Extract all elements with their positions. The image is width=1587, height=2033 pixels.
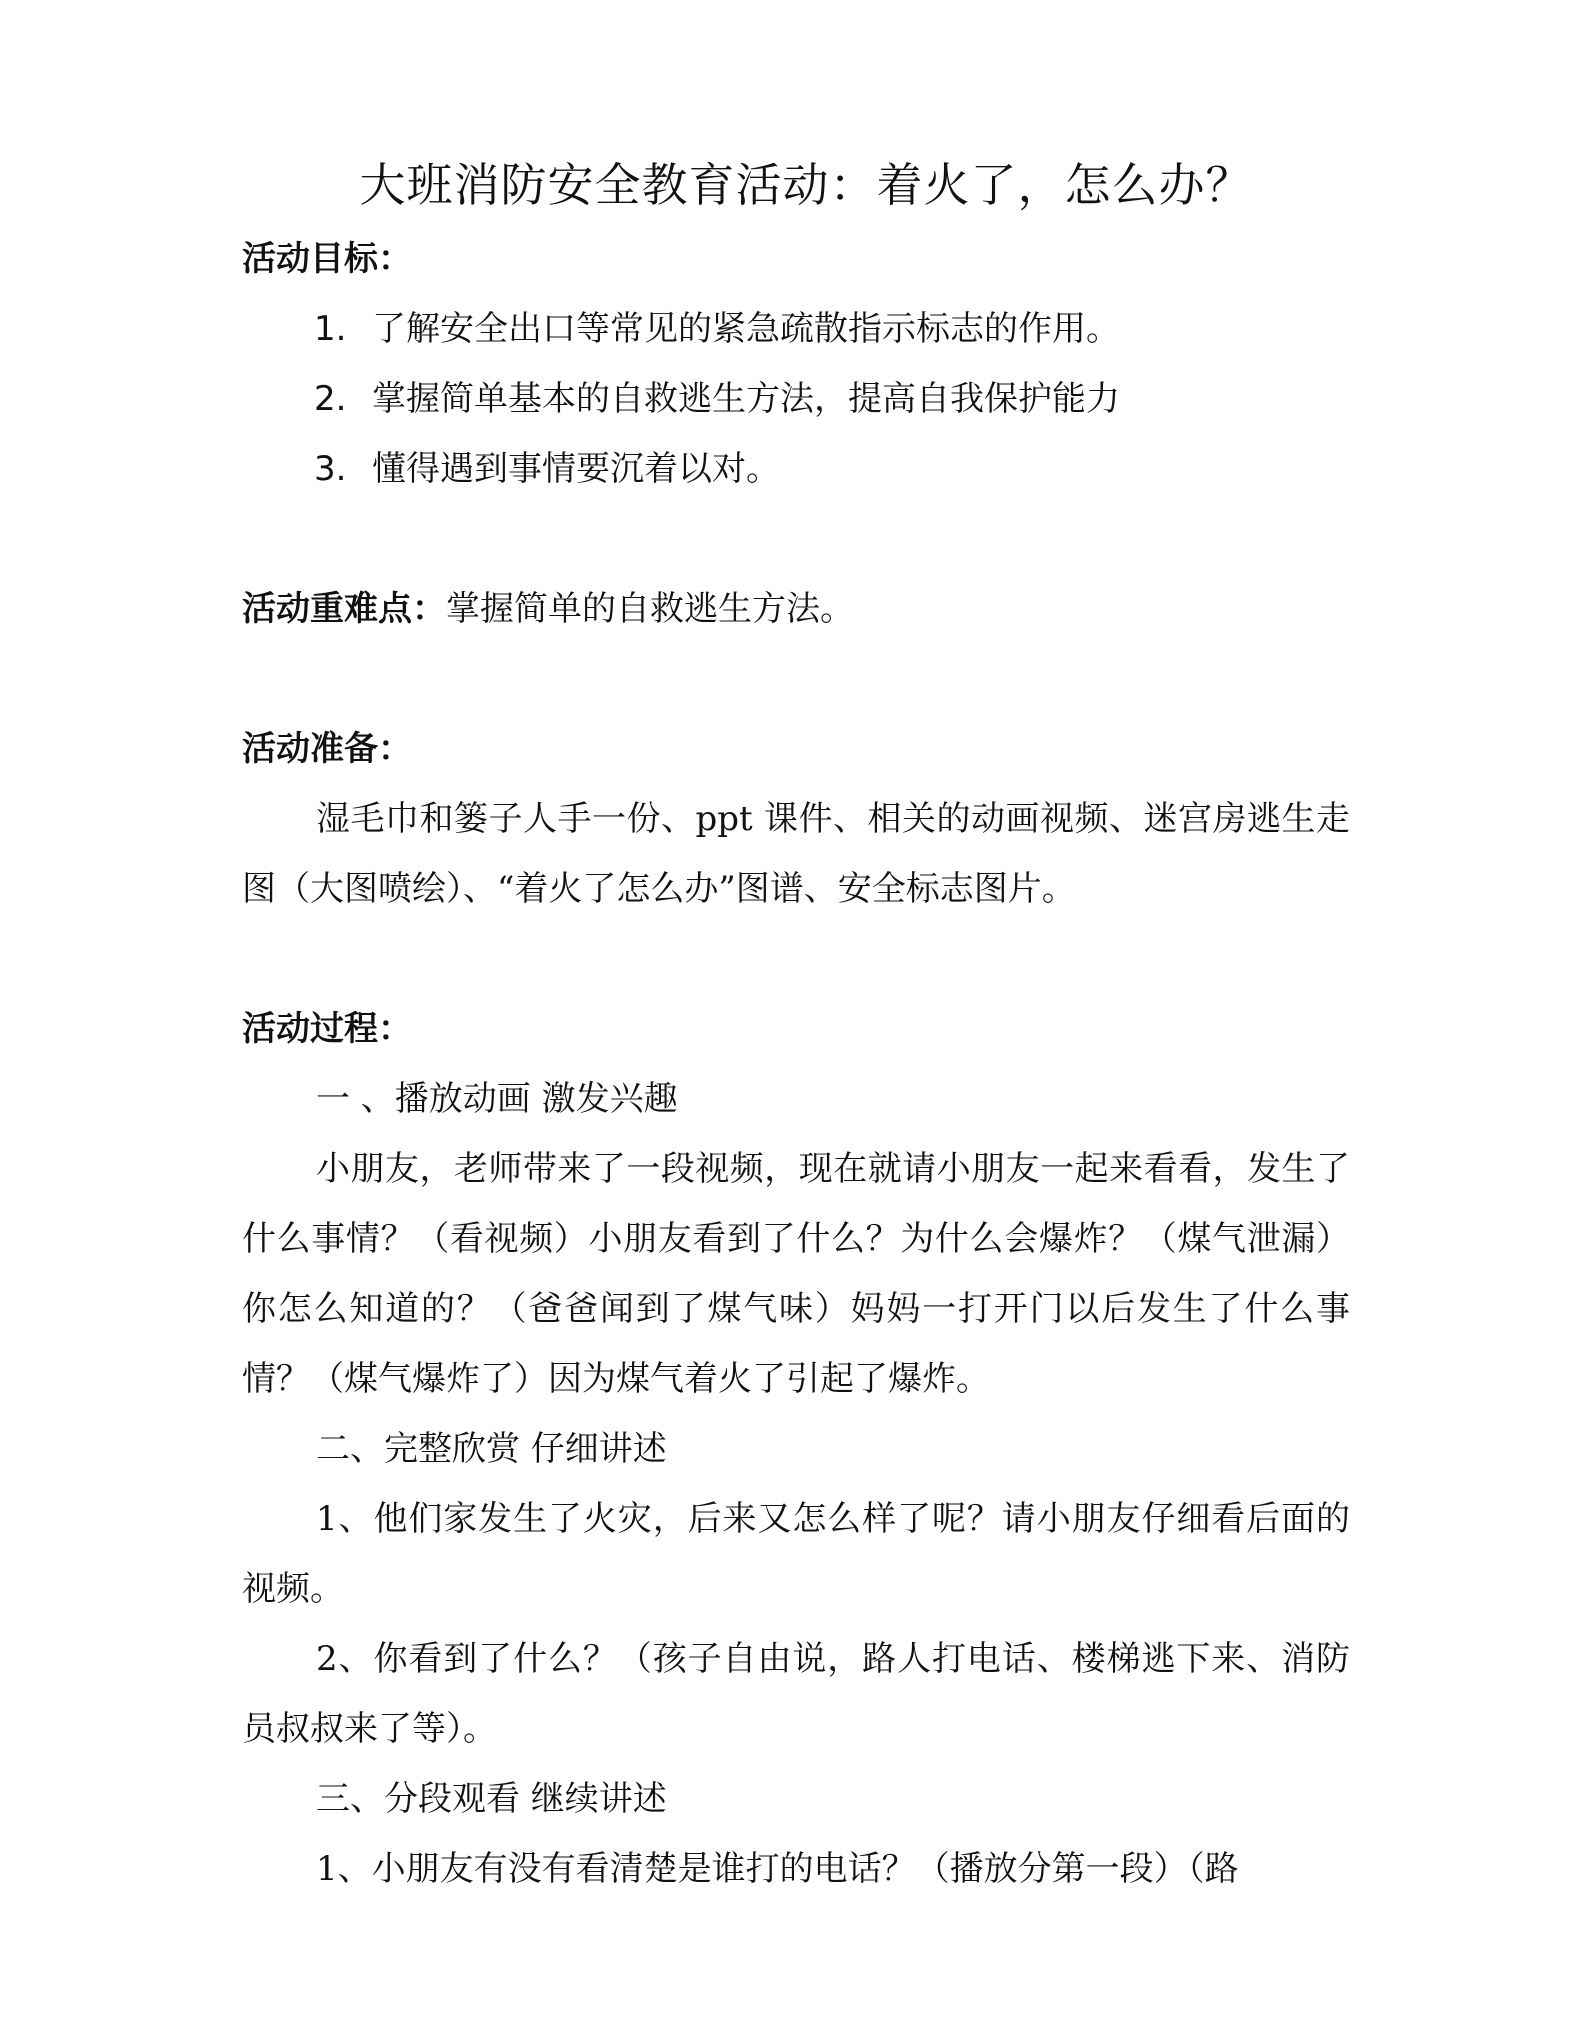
document-page (242, 150, 1350, 1904)
key-points-heading: 活动重难点： (242, 589, 446, 629)
goal-number: 2. (314, 379, 347, 419)
goal-text: 懂得遇到事情要沉着以对。 (372, 449, 780, 489)
goal-item (242, 364, 1350, 434)
process-section-2-heading: 二、完整欣赏 仔细讲述 (316, 1429, 667, 1469)
process-paragraph: 1、他们家发生了火灾，后来又怎么样了呢？请小朋友仔细看后面的视频。 (242, 1499, 1350, 1609)
goals-heading: 活动目标： (242, 239, 412, 279)
goal-text: 掌握简单基本的自救逃生方法，提高自我保护能力 (372, 379, 1120, 419)
preparation-heading: 活动准备： (242, 729, 412, 769)
goal-number: 1. (314, 309, 347, 349)
spacer (242, 504, 1350, 574)
process-section-1-heading: 一 、播放动画 激发兴趣 (316, 1079, 678, 1119)
process-paragraph: 1、小朋友有没有看清楚是谁打的电话？（播放分第一段）（路 (316, 1849, 1239, 1889)
goal-item (242, 294, 1350, 364)
process-paragraph: 2、你看到了什么？（孩子自由说，路人打电话、楼梯逃下来、消防员叔叔来了等）。 (242, 1639, 1350, 1749)
goal-number: 3. (314, 449, 347, 489)
spacer (242, 644, 1350, 714)
key-points-line (242, 574, 1350, 644)
document-title: 大班消防安全教育活动：着火了，怎么办？ (359, 158, 1253, 212)
preparation-text: 湿毛巾和篓子人手一份、ppt 课件、相关的动画视频、迷宫房逃生走图（大图喷绘）、“着火了怎么办”图谱、安全标志图片。 (242, 799, 1350, 909)
process-heading: 活动过程： (242, 1009, 412, 1049)
process-paragraph: 小朋友，老师带来了一段视频，现在就请小朋友一起来看看，发生了什么事情？（看视频）小朋友看到了什么？为什么会爆炸？（煤气泄漏）你怎么知道的？（爸爸闻到了煤气味）妈妈一打开门以后发生了什么事情？（煤气爆炸了）因为煤气着火了引起了爆炸。 (242, 1149, 1350, 1399)
goal-text: 了解安全出口等常见的紧急疏散指示标志的作用。 (372, 309, 1120, 349)
process-section-3-heading: 三、分段观看 继续讲述 (316, 1779, 667, 1819)
goal-item (242, 434, 1350, 504)
spacer (242, 924, 1350, 994)
key-points-text: 掌握简单的自救逃生方法。 (446, 589, 854, 629)
